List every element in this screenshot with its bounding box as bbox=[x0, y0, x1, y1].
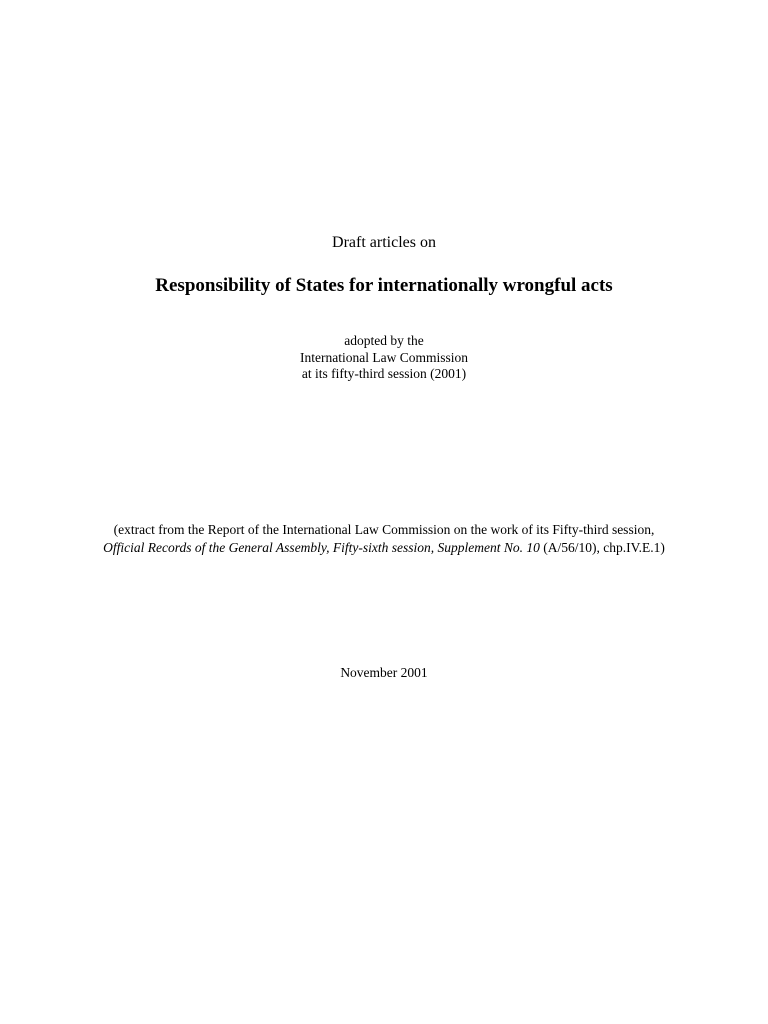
adopted-line-3: at its fifty-third session (2001) bbox=[301, 366, 467, 381]
extract-note bbox=[0, 521, 768, 557]
official-records-citation: Official Records of the General Assembly, Fifty-sixth session, Supplement No. 10 bbox=[103, 540, 540, 555]
adopted-line-1: adopted by the bbox=[344, 333, 424, 348]
pre-title: Draft articles on bbox=[332, 234, 436, 251]
extract-line-1: (extract from the Report of the International Law Commission on the work of its Fifty-third session, bbox=[113, 522, 655, 537]
extract-line-2 bbox=[0, 539, 768, 557]
adopted-line-2: International Law Commission bbox=[300, 349, 468, 365]
adoption-statement bbox=[0, 333, 768, 383]
document-symbol: (A/56/10), chp.IV.E.1) bbox=[539, 540, 665, 555]
publication-date: November 2001 bbox=[340, 665, 428, 680]
document-title: Responsibility of States for internationally wrongful acts bbox=[155, 275, 613, 296]
